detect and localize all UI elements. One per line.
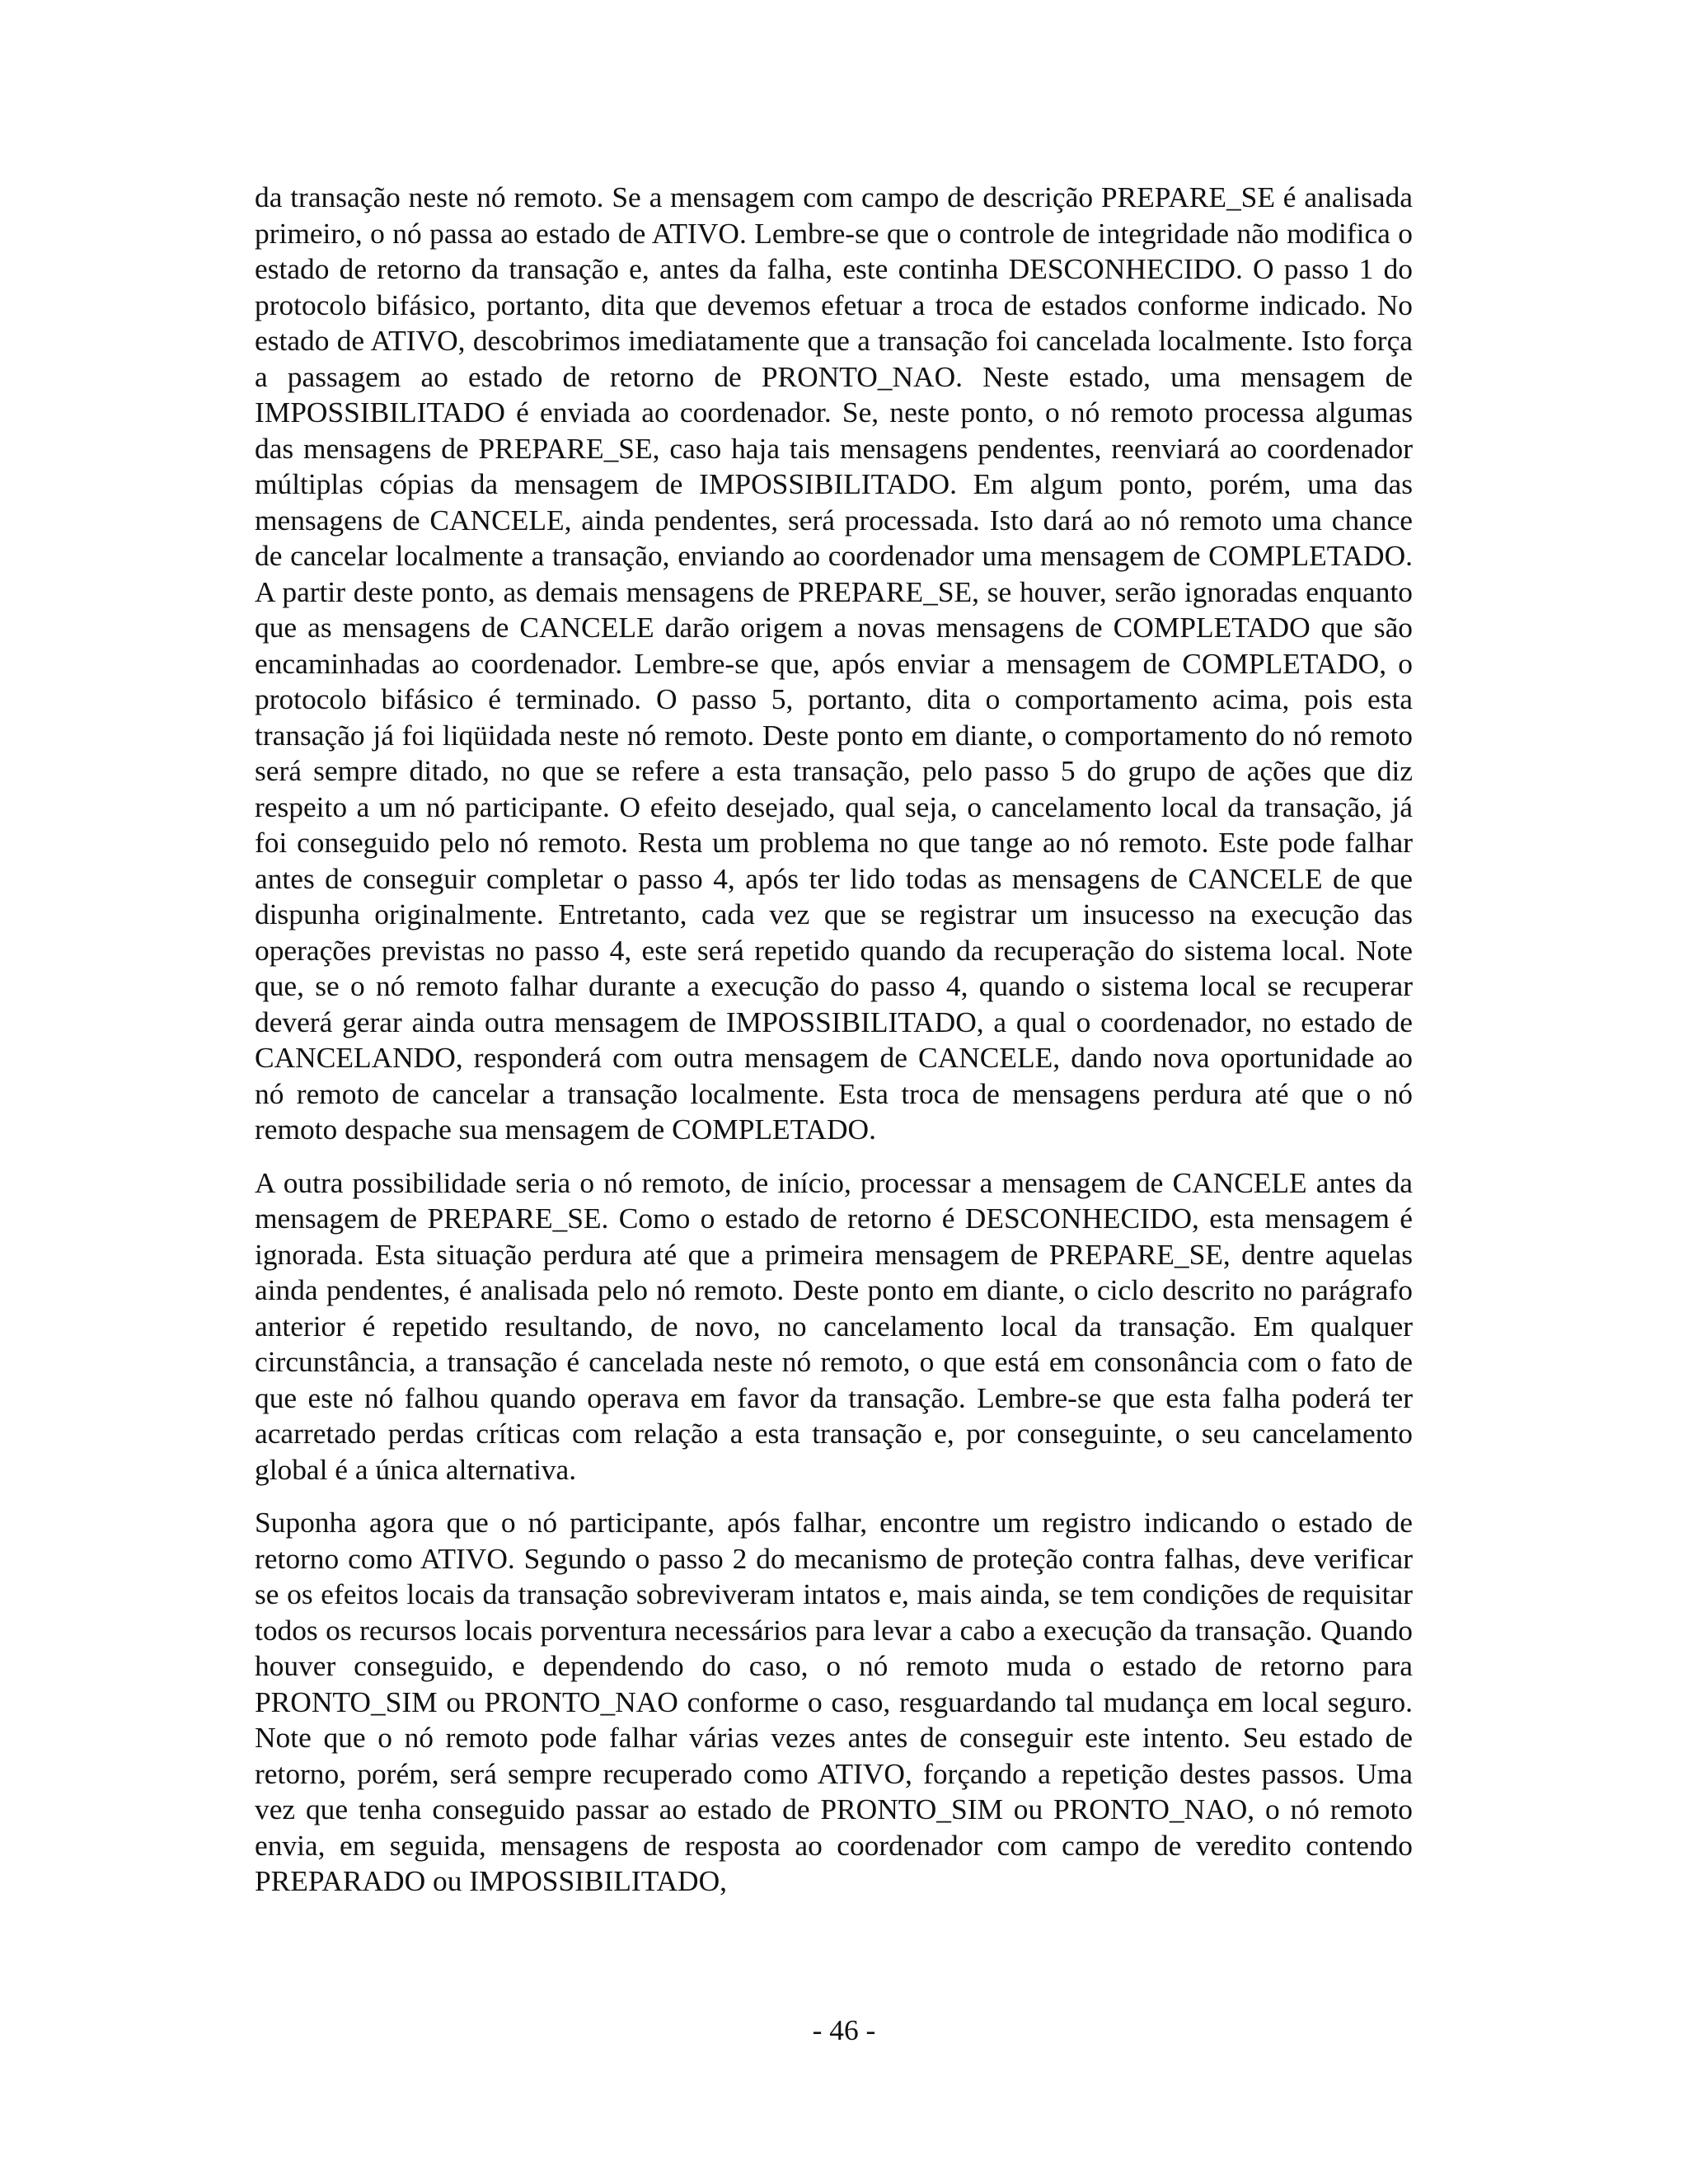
paragraph: A outra possibilidade seria o nó remoto, de início, processar a mensagem de CANCELE antes da mensagem de PREPARE_SE. Como o estado de retorno é DESCONHECIDO, esta mensagem é ignorada. Esta situação perdura até que a primeira mensagem de PREPARE_SE, dentre aquelas ainda pendentes, é analisada pelo nó remoto. Deste ponto em diante, o ciclo descrito no parágrafo anterior é repetido resultando, de novo, no cancelamento local da transação. Em qualquer circunstância, a transação é cancelada neste nó remoto, o que está em consonância com o fato de que este nó falhou quando operava em favor da transação. Lembre-se que esta falha poderá ter acarretado perdas críticas com relação a esta transação e, por conseguinte, o seu cancelamento global é a única alternativa. (255, 1165, 1413, 1486)
paragraph: Suponha agora que o nó participante, após falhar, encontre um registro indicando o estado de retorno como ATIVO. Segundo o passo 2 do mecanismo de proteção contra falhas, deve verificar se os efeitos locais da transação sobreviveram intatos e, mais ainda, se tem condições de requisitar todos os recursos locais porventura necessários para levar a cabo a execução da transação. Quando houver conseguido, e dependendo do caso, o nó remoto muda o estado de retorno para PRONTO_SIM ou PRONTO_NAO conforme o caso, resguardando tal mudança em local seguro. Note que o nó remoto pode falhar várias vezes antes de conseguir este intento. Seu estado de retorno, porém, será sempre recuperado como ATIVO, forçando a repetição destes passos. Uma vez que tenha conseguido passar ao estado de PRONTO_SIM ou PRONTO_NAO, o nó remoto envia, em seguida, mensagens de resposta ao coordenador com campo de veredito contendo PREPARADO ou IMPOSSIBILITADO, (255, 1506, 1413, 1897)
page-number: - 46 - (812, 2013, 876, 2046)
paragraph: da transação neste nó remoto. Se a mensagem com campo de descrição PREPARE_SE é analisada primeiro, o nó passa ao estado de ATIVO. Lembre-se que o controle de integridade não modifica o estado de retorno da transação e, antes da falha, este continha DESCONHECIDO. O passo 1 do protocolo bifásico, portanto, dita que devemos efetuar a troca de estados conforme indicado. No estado de ATIVO, descobrimos imediatamente que a transação foi cancelada localmente. Isto força a passagem ao estado de retorno de PRONTO_NAO. Neste estado, uma mensagem de IMPOSSIBILITADO é enviada ao coordenador. Se, neste ponto, o nó remoto processa algumas das mensagens de PREPARE_SE, caso haja tais mensagens pendentes, reenviará ao coordenador múltiplas cópias da mensagem de IMPOSSIBILITADO. Em algum ponto, porém, uma das mensagens de CANCELE, ainda pendentes, será processada. Isto dará ao nó remoto uma chance de cancelar localmente a transação, enviando ao coordenador uma mensagem de COMPLETADO. A partir deste ponto, as demais mensagens de PREPARE_SE, se houver, serão ignoradas enquanto que as mensagens de CANCELE darão origem a novas mensagens de COMPLETADO que são encaminhadas ao coordenador. Lembre-se que, após enviar a mensagem de COMPLETADO, o protocolo bifásico é terminado. O passo 5, portanto, dita o comportamento acima, pois esta transação já foi liqüidada neste nó remoto. Deste ponto em diante, o comportamento do nó remoto será sempre ditado, no que se refere a esta transação, pelo passo 5 do grupo de ações que diz respeito a um nó participante. O efeito desejado, qual seja, o cancelamento local da transação, já foi conseguido pelo nó remoto. Resta um problema no que tange ao nó remoto. Este pode falhar antes de conseguir completar o passo 4, após ter lido todas as mensagens de CANCELE de que dispunha originalmente. Entretanto, cada vez que se registrar um insucesso na execução das operações previstas no passo 4, este será repetido quando da recuperação do sistema local. Note que, se o nó remoto falhar durante a execução do passo 4, quando o sistema local se recuperar deverá gerar ainda outra mensagem de IMPOSSIBILITADO, a qual o coordenador, no estado de CANCELANDO, responderá com outra mensagem de CANCELE, dando nova oportunidade ao nó remoto de cancelar a transação localmente. Esta troca de mensagens perdura até que o nó remoto despache sua mensagem de COMPLETADO. (255, 180, 1413, 1146)
page-body (255, 180, 1413, 1900)
